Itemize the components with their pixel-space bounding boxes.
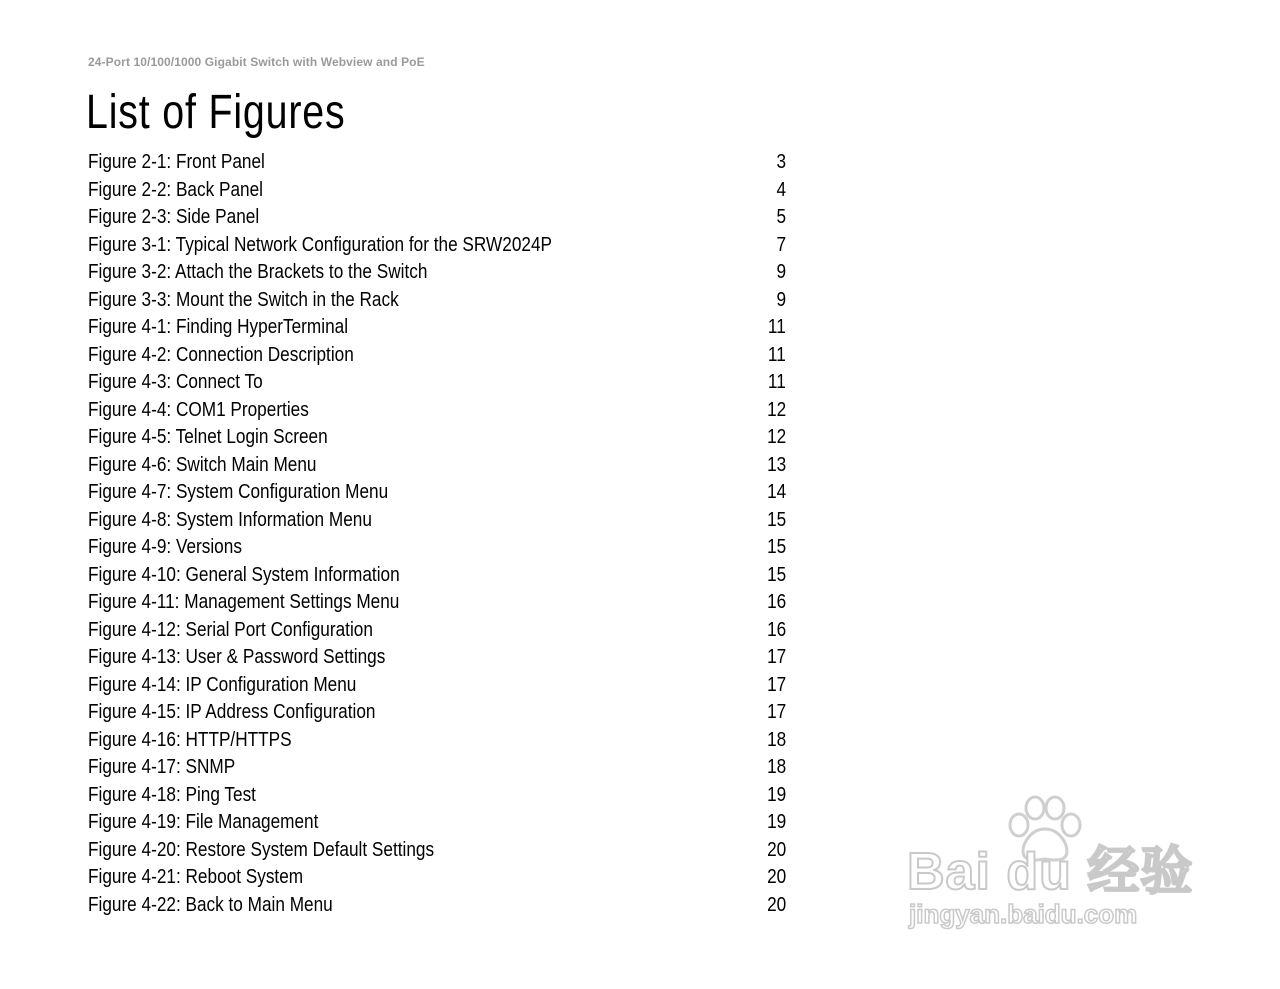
figure-entry-page-number: 20 <box>766 866 786 888</box>
figure-entry-label: Figure 3-3: Mount the Switch in the Rack <box>88 288 399 311</box>
figure-entry-page-number: 12 <box>766 398 786 421</box>
figure-entry-page-number: 18 <box>766 728 786 751</box>
watermark-brand: Bai du 经验 <box>907 843 1194 901</box>
figure-entry[interactable] <box>88 837 788 865</box>
figure-entry[interactable] <box>88 479 788 507</box>
figure-entry-page-number: 17 <box>766 646 786 668</box>
figure-entry-label: Figure 3-1: Typical Network Configuration for the SRW2024P <box>88 233 552 256</box>
figure-entry-page-number: 20 <box>766 838 786 861</box>
figure-entry-label: Figure 4-22: Back to Main Menu <box>88 893 333 916</box>
running-header: 24-Port 10/100/1000 Gigabit Switch with Webview and PoE <box>88 55 425 69</box>
figures-list <box>88 149 788 919</box>
figure-entry-label: Figure 4-2: Connection Description <box>88 343 354 366</box>
figure-entry-label: Figure 4-8: System Information Menu <box>88 508 372 531</box>
figure-entry-label: Figure 4-5: Telnet Login Screen <box>88 426 328 448</box>
page-title: List of Figures <box>86 86 346 139</box>
figure-entry[interactable] <box>88 287 788 315</box>
baidu-jingyan-watermark <box>905 795 1205 945</box>
figure-entry-page-number: 15 <box>766 536 786 558</box>
figure-entry-page-number: 16 <box>766 591 786 613</box>
figure-entry[interactable] <box>88 369 788 397</box>
figure-entry-page-number: 9 <box>776 261 786 283</box>
figure-entry-page-number: 7 <box>776 233 786 256</box>
figure-entry[interactable] <box>88 892 788 920</box>
figure-entry[interactable] <box>88 727 788 755</box>
figure-entry-page-number: 9 <box>776 288 786 311</box>
figure-entry-page-number: 17 <box>766 673 786 696</box>
figure-entry-label: Figure 4-6: Switch Main Menu <box>88 453 317 476</box>
figure-entry[interactable] <box>88 672 788 700</box>
figure-entry[interactable] <box>88 754 788 782</box>
figure-entry-label: Figure 4-13: User & Password Settings <box>88 646 386 668</box>
figure-entry-page-number: 12 <box>766 426 786 448</box>
figure-entry-label: Figure 2-1: Front Panel <box>88 151 265 173</box>
figure-entry-label: Figure 4-16: HTTP/HTTPS <box>88 728 292 751</box>
figure-entry-page-number: 5 <box>776 206 786 228</box>
figure-entry[interactable] <box>88 259 788 287</box>
figure-entry-page-number: 17 <box>766 701 786 723</box>
figure-entry-page-number: 15 <box>766 563 786 586</box>
figure-entry[interactable] <box>88 314 788 342</box>
figure-entry[interactable] <box>88 644 788 672</box>
figure-entry-page-number: 11 <box>768 371 786 393</box>
figure-entry-label: Figure 4-3: Connect To <box>88 371 263 393</box>
figure-entry-label: Figure 4-9: Versions <box>88 536 242 558</box>
figure-entry[interactable] <box>88 204 788 232</box>
figure-entry-label: Figure 4-15: IP Address Configuration <box>88 701 376 723</box>
figure-entry-label: Figure 4-10: General System Information <box>88 563 400 586</box>
figure-entry-page-number: 3 <box>776 151 786 173</box>
figure-entry[interactable] <box>88 452 788 480</box>
figure-entry-label: Figure 4-21: Reboot System <box>88 866 304 888</box>
figure-entry-label: Figure 2-2: Back Panel <box>88 178 263 201</box>
watermark-url: jingyan.baidu.com <box>909 899 1138 929</box>
figure-entry-page-number: 19 <box>766 811 786 833</box>
figure-entry-label: Figure 4-7: System Configuration Menu <box>88 481 389 503</box>
figure-entry[interactable] <box>88 149 788 177</box>
figure-entry-label: Figure 4-18: Ping Test <box>88 783 256 806</box>
figure-entry-page-number: 11 <box>768 316 786 338</box>
figure-entry[interactable] <box>88 342 788 370</box>
figure-entry[interactable] <box>88 424 788 452</box>
figure-entry[interactable] <box>88 864 788 892</box>
figure-entry-page-number: 20 <box>766 893 786 916</box>
figure-entry[interactable] <box>88 589 788 617</box>
figure-entry-label: Figure 4-11: Management Settings Menu <box>88 591 400 613</box>
figure-entry-label: Figure 4-19: File Management <box>88 811 319 833</box>
figure-entry[interactable] <box>88 809 788 837</box>
figure-entry-page-number: 14 <box>766 481 786 503</box>
figure-entry[interactable] <box>88 699 788 727</box>
figure-entry[interactable] <box>88 177 788 205</box>
figure-entry-page-number: 13 <box>766 453 786 476</box>
figure-entry-page-number: 4 <box>776 178 786 201</box>
figure-entry-label: Figure 3-2: Attach the Brackets to the Switch <box>88 261 428 283</box>
figure-entry-page-number: 18 <box>766 756 786 778</box>
figure-entry[interactable] <box>88 397 788 425</box>
figure-entry-label: Figure 4-1: Finding HyperTerminal <box>88 316 349 338</box>
figure-entry-page-number: 16 <box>766 618 786 641</box>
figure-entry-label: Figure 4-20: Restore System Default Settings <box>88 838 435 861</box>
figure-entry[interactable] <box>88 617 788 645</box>
figure-entry-label: Figure 4-12: Serial Port Configuration <box>88 618 373 641</box>
figure-entry[interactable] <box>88 562 788 590</box>
figure-entry[interactable] <box>88 507 788 535</box>
figure-entry-page-number: 15 <box>766 508 786 531</box>
figure-entry-label: Figure 4-4: COM1 Properties <box>88 398 309 421</box>
figure-entry-label: Figure 2-3: Side Panel <box>88 206 260 228</box>
figure-entry[interactable] <box>88 782 788 810</box>
figure-entry-label: Figure 4-17: SNMP <box>88 756 236 778</box>
figure-entry[interactable] <box>88 232 788 260</box>
figure-entry-page-number: 11 <box>768 343 786 366</box>
figure-entry[interactable] <box>88 534 788 562</box>
figure-entry-page-number: 19 <box>766 783 786 806</box>
figure-entry-label: Figure 4-14: IP Configuration Menu <box>88 673 357 696</box>
